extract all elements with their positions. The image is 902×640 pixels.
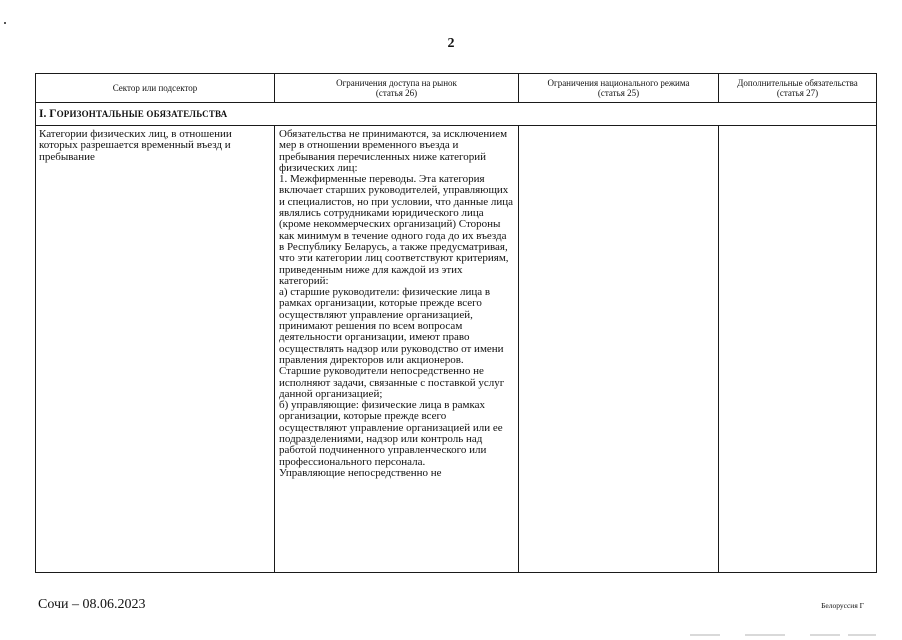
market-access-paragraph: а) старшие руководители: физические лица в рамках организации, которые прежде всего осуществляют управление организацией, принимают решения по всем вопросам деятельности организации, имеют право осуществлять надзор или руководство от имени правления директоров или акционеров.	[279, 286, 504, 366]
market-access-cell	[275, 126, 519, 573]
table-header-row	[36, 74, 877, 103]
commitments-table	[35, 73, 877, 573]
section-title	[36, 103, 877, 126]
footer-label: Белоруссия Г	[821, 601, 864, 610]
scan-mark	[745, 634, 785, 636]
section-first-letter: Г	[49, 108, 57, 120]
market-access-paragraph: Обязательства не принимаются, за исключением мер в отношении временного въезда и пребывания перечисленных ниже категорий физических лиц:	[279, 128, 508, 174]
header-additional-line1: Дополнительные обязательства	[737, 78, 858, 88]
section-row	[36, 103, 877, 126]
header-market-access-line2: (статья 26)	[375, 88, 418, 98]
section-rest: ОРИЗОНТАЛЬНЫЕ ОБЯЗАТЕЛЬСТВА	[56, 109, 228, 119]
scan-mark	[848, 634, 876, 636]
sector-cell: Категории физических лиц, в отношении которых разрешается временный въезд и пребывание	[36, 126, 275, 573]
section-roman: I.	[39, 108, 50, 120]
scan-mark	[810, 634, 840, 636]
header-national-treatment	[519, 74, 719, 103]
table-row	[36, 126, 877, 573]
header-sector	[36, 74, 275, 103]
scan-mark	[4, 22, 6, 24]
header-market-access	[275, 74, 519, 103]
market-access-paragraph: Управляющие непосредственно не	[279, 466, 442, 479]
market-access-paragraph: 1. Межфирменные переводы. Эта категория включает старших руководителей, управляющих и специалистов, но при условии, что данные лица являлись сотрудниками юридического лица (кроме некоммерческих организаций) Стороны как минимум в течение одного года до их въезда в Республику Беларусь, а также предусматривая, что эти категории лиц соответствуют критериям, приведенным ниже для каждой из этих категорий:	[279, 173, 514, 287]
additional-cell	[719, 126, 877, 573]
header-national-treatment-line2: (статья 25)	[597, 88, 640, 98]
header-additional-line2: (статья 27)	[776, 88, 819, 98]
market-access-paragraph: б) управляющие: физические лица в рамках организации, которые прежде всего осуществляют управление организацией или ее подразделениями, надзор или контроль над работой подчиненного управленческого или профессионального персонала.	[279, 399, 503, 468]
header-national-treatment-line1: Ограничения национального режима	[547, 78, 690, 88]
footer-date: Сочи – 08.06.2023	[38, 597, 146, 612]
header-market-access-line1: Ограничения доступа на рынок	[336, 78, 457, 88]
national-treatment-cell	[519, 126, 719, 573]
market-access-paragraph: Старшие руководители непосредственно не исполняют задачи, связанные с поставкой услуг данной организацией;	[279, 365, 505, 400]
header-additional	[719, 74, 877, 103]
scan-mark	[690, 634, 720, 636]
header-sector-line1: Сектор или подсектор	[112, 83, 198, 93]
page-number: 2	[447, 36, 455, 51]
